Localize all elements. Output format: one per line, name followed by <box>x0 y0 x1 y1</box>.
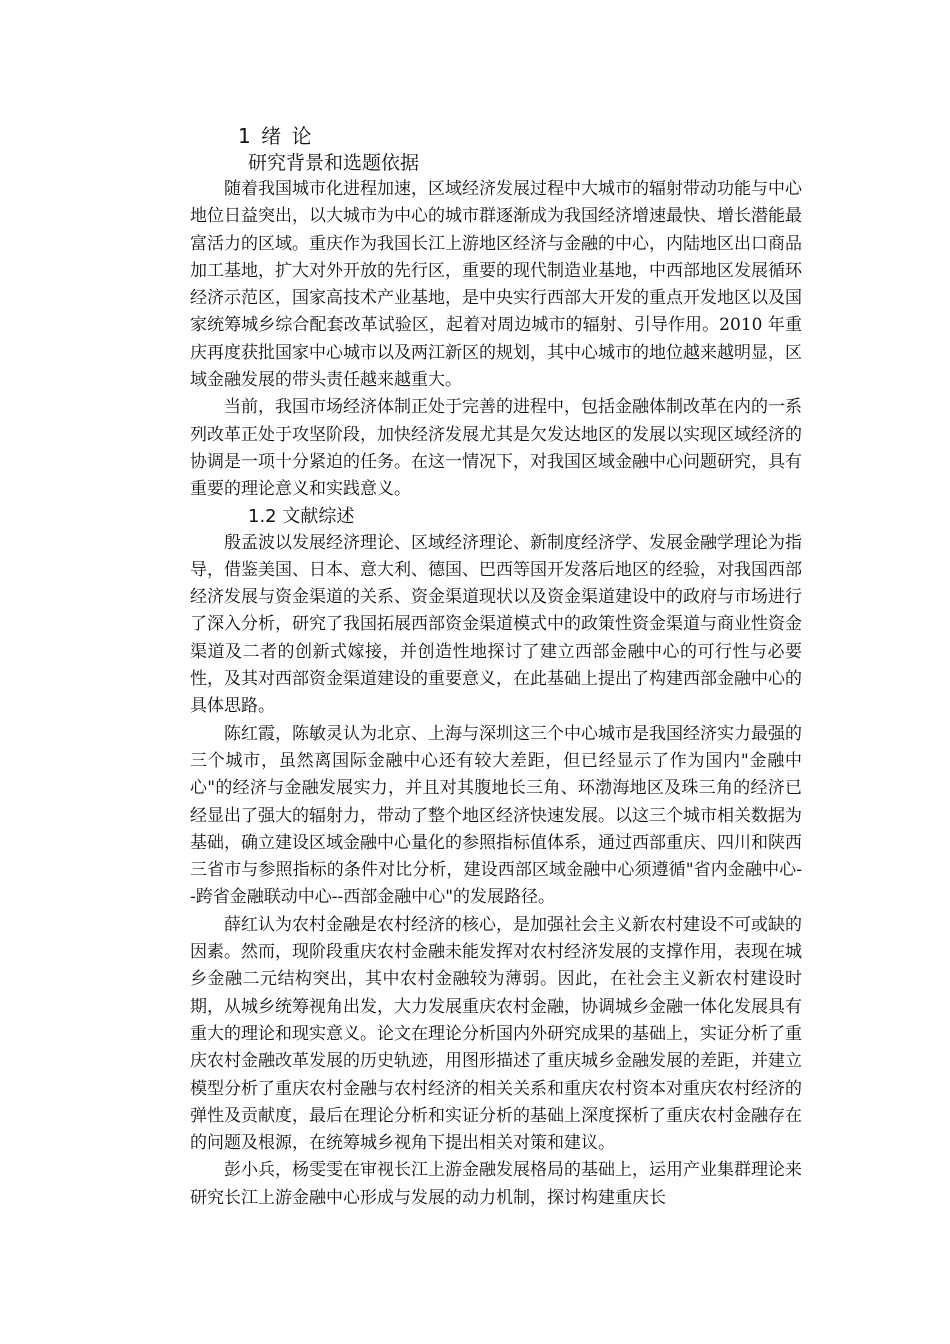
paragraph: 薛红认为农村金融是农村经济的核心，是加强社会主义新农村建设不可或缺的因素。然而，现阶段重庆农村金融未能发挥对农村经济发展的支撑作用，表现在城乡金融二元结构突出，其中农村金融较为薄弱。因此，在社会主义新农村建设时期，从城乡统筹视角出发，大力发展重庆农村金融，协调城乡金融一体化发展具有重大的理论和现实意义。论文在理论分析国内外研究成果的基础上，实证分析了重庆农村金融改革发展的历史轨迹，用图形描述了重庆城乡金融发展的差距，并建立模型分析了重庆农村金融与农村经济的相关关系和重庆农村资本对重庆农村经济的弹性及贡献度，最后在理论分析和实证分析的基础上深度探析了重庆农村金融存在的问题及根源，在统筹城乡视角下提出相关对策和建议。 <box>190 914 802 1154</box>
paragraph: 彭小兵，杨雯雯在审视长江上游金融发展格局的基础上，运用产业集群理论来研究长江上游金融中心形成与发展的动力机制，探讨构建重庆长 <box>190 1160 802 1208</box>
chapter-title: 1 绪 论 <box>238 124 314 148</box>
paragraph: 当前，我国市场经济体制正处于完善的进程中，包括金融体制改革在内的一系列改革正处于攻坚阶段，加快经济发展尤其是欠发达地区的发展以实现区域经济的协调是一项十分紧迫的任务。在这一情况下，对我国区域金融中心问题研究，具有重要的理论意义和实践意义。 <box>190 397 802 500</box>
section-1-1-title: 研究背景和选题依据 <box>248 152 420 174</box>
paragraph: 随着我国城市化进程加速，区域经济发展过程中大城市的辐射带动功能与中心地位日益突出，以大城市为中心的城市群逐渐成为我国经济增速最快、增长潜能最富活力的区域。重庆作为我国长江上游地区经济与金融的中心，内陆地区出口商品加工基地，扩大对外开放的先行区，重要的现代制造业基地，中西部地区发展循环经济示范区，国家高技术产业基地，是中央实行西部大开发的重点开发地区以及国家统筹城乡综合配套改革试验区，起着对周边城市的辐射、引导作用。2010 年重庆再度获批国家中心城市以及两江新区的规划，其中心城市的地位越来越明显，区域金融发展的带头责任越来越重大。 <box>190 179 802 391</box>
paragraph: 陈红霞，陈敏灵认为北京、上海与深圳这三个中心城市是我国经济实力最强的三个城市，虽然离国际金融中心还有较大差距，但已经显示了作为国内"金融中心"的经济与金融发展实力，并且对其腹地长三角、环渤海地区及珠三角的经济已经显出了强大的辐射力，带动了整个地区经济快速发展。以这三个城市相关数据为基础，确立建设区域金融中心量化的参照指标值体系，通过西部重庆、四川和陕西三省市与参照指标的条件对比分析，建设西部区域金融中心须遵循"省内金融中心--跨省金融联动中心--西部金融中心"的发展路径。 <box>190 723 802 908</box>
section-1-2-title: 1.2 文献综述 <box>248 505 355 527</box>
paragraph: 殷孟波以发展经济理论、区域经济理论、新制度经济学、发展金融学理论为指导，借鉴美国、日本、意大利、德国、巴西等国开发落后地区的经验，对我国西部经济发展与资金渠道的关系、资金渠道现状以及资金渠道建设中的政府与市场进行了深入分析，研究了我国拓展西部资金渠道模式中的政策性资金渠道与商业性资金渠道及二者的创新式嫁接，并创造性地探讨了建立西部金融中心的可行性与必要性，及其对西部资金渠道建设的重要意义，在此基础上提出了构建西部金融中心的具体思路。 <box>190 532 802 717</box>
page-body <box>190 122 802 1212</box>
